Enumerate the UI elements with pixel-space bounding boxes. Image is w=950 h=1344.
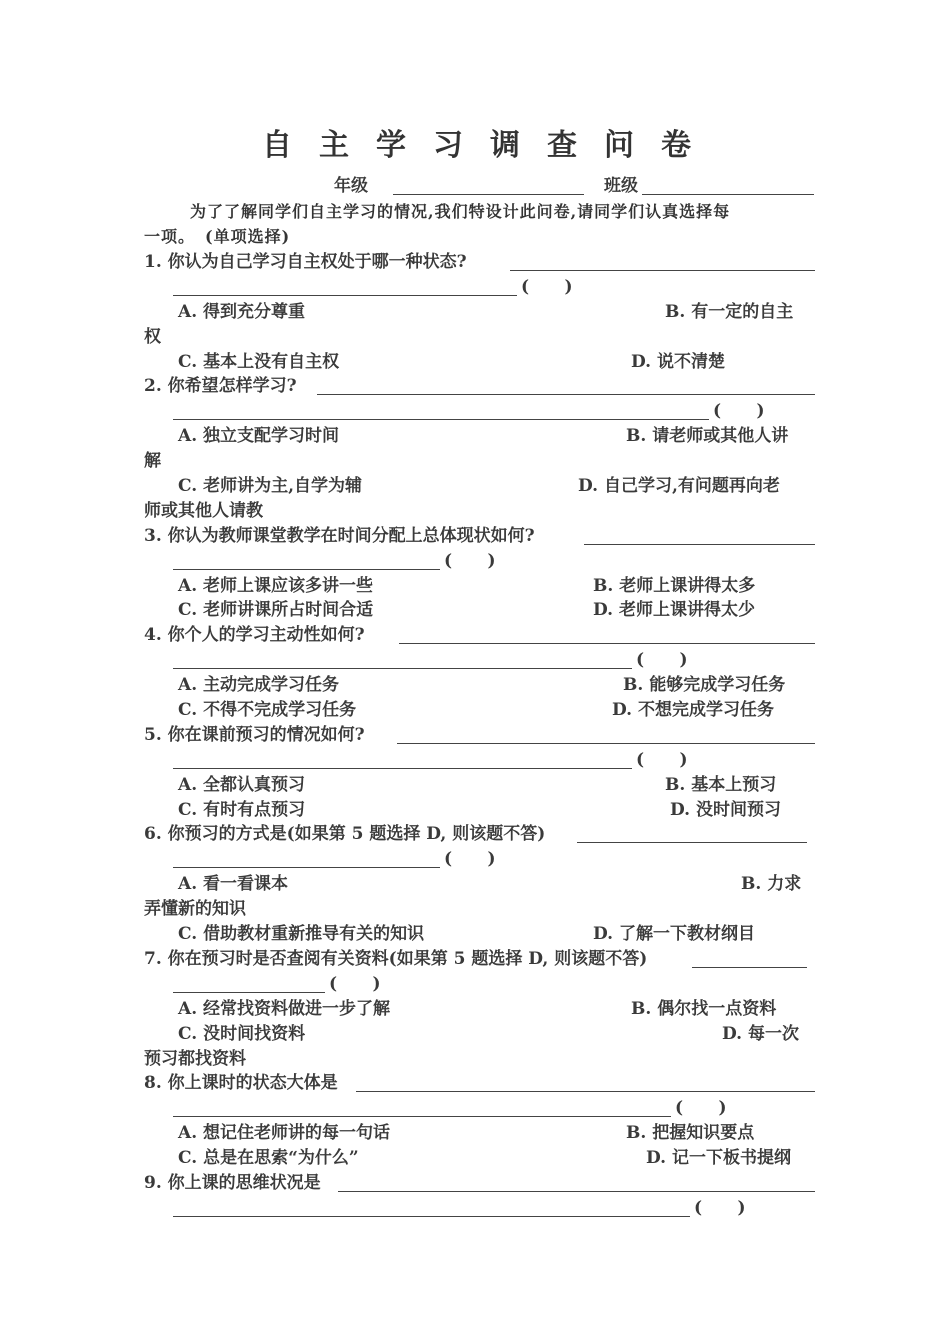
option-b[interactable]: B. 有一定的自主 [665, 302, 794, 322]
intro-text-cont: 一项。 [144, 227, 196, 246]
title-char: 习 [433, 128, 463, 163]
option-d[interactable]: D. 自己学习,有问题再向老 [578, 476, 780, 496]
title-char: 学 [376, 128, 406, 163]
answer-paren[interactable]: ( ) [636, 650, 688, 670]
option-d-cont: 师或其他人请教 [144, 501, 263, 521]
option-c[interactable]: C. 老师讲为主,自学为辅 [178, 476, 362, 496]
answer-line[interactable] [317, 394, 815, 395]
answer-line[interactable] [399, 643, 815, 644]
answer-line[interactable] [173, 992, 325, 993]
title-char: 主 [319, 128, 349, 163]
option-b[interactable]: B. 基本上预习 [665, 775, 777, 795]
option-a[interactable]: A. 得到充分尊重 [178, 302, 306, 322]
title-char: 自 [262, 128, 292, 163]
answer-paren[interactable]: ( ) [675, 1098, 727, 1118]
option-c[interactable]: C. 老师讲课所占时间合适 [178, 600, 374, 620]
question-5: 5. 你在课前预习的情况如何? [144, 725, 365, 745]
option-d[interactable]: D. 每一次 [722, 1024, 799, 1044]
answer-line[interactable] [173, 419, 709, 420]
option-a[interactable]: A. 主动完成学习任务 [178, 675, 340, 695]
intro-text: 为了了解同学们自主学习的情况,我们特设计此问卷,请同学们认真选择每 [190, 202, 731, 221]
option-a[interactable]: A. 想记住老师讲的每一句话 [178, 1123, 391, 1143]
question-3: 3. 你认为教师课堂教学在时间分配上总体现状如何? [144, 526, 535, 546]
answer-paren[interactable]: ( ) [521, 277, 573, 297]
question-9: 9. 你上课的思维状况是 [144, 1173, 321, 1193]
question-8: 8. 你上课时的状态大体是 [144, 1073, 338, 1093]
option-b[interactable]: B. 能够完成学习任务 [623, 675, 786, 695]
answer-line[interactable] [692, 967, 807, 968]
answer-paren[interactable]: ( ) [444, 849, 496, 869]
answer-line[interactable] [173, 668, 632, 669]
answer-line[interactable] [397, 743, 815, 744]
option-b[interactable]: B. 老师上课讲得太多 [593, 576, 756, 596]
title-char: 问 [604, 128, 634, 163]
answer-paren[interactable]: ( ) [329, 974, 381, 994]
answer-line[interactable] [173, 1216, 690, 1217]
grade-label: 年级 [334, 176, 368, 196]
option-a[interactable]: A. 经常找资料做进一步了解 [178, 999, 391, 1019]
option-d[interactable]: D. 老师上课讲得太少 [593, 600, 755, 620]
answer-line[interactable] [510, 270, 815, 271]
option-a[interactable]: A. 独立支配学习时间 [178, 426, 340, 446]
answer-line[interactable] [173, 295, 517, 296]
class-label: 班级 [604, 176, 638, 196]
answer-line[interactable] [173, 569, 440, 570]
answer-line[interactable] [173, 1116, 671, 1117]
option-a[interactable]: A. 看一看课本 [178, 874, 289, 894]
option-c[interactable]: C. 有时有点预习 [178, 800, 306, 820]
question-6: 6. 你预习的方式是(如果第 5 题选择 D, 则该题不答) [144, 824, 546, 844]
option-c[interactable]: C. 借助教材重新推导有关的知识 [178, 924, 425, 944]
answer-line[interactable] [584, 544, 815, 545]
question-7: 7. 你在预习时是否查阅有关资料(如果第 5 题选择 D, 则该题不答) [144, 949, 648, 969]
option-d-cont: 预习都找资料 [144, 1049, 246, 1069]
option-b-cont: 弄懂新的知识 [144, 899, 246, 919]
option-d[interactable]: D. 记一下板书提纲 [646, 1148, 791, 1168]
answer-paren[interactable]: ( ) [694, 1198, 746, 1218]
option-b-cont: 权 [144, 327, 161, 347]
option-c[interactable]: C. 不得不完成学习任务 [178, 700, 357, 720]
option-c[interactable]: C. 没时间找资料 [178, 1024, 306, 1044]
answer-paren[interactable]: ( ) [713, 401, 765, 421]
option-b[interactable]: B. 请老师或其他人讲 [626, 426, 789, 446]
answer-line[interactable] [173, 867, 440, 868]
title-char: 调 [490, 128, 520, 163]
answer-paren[interactable]: ( ) [636, 750, 688, 770]
option-d[interactable]: D. 了解一下教材纲目 [593, 924, 755, 944]
answer-paren[interactable]: ( ) [444, 551, 496, 571]
answer-line[interactable] [356, 1091, 815, 1092]
answer-line[interactable] [173, 768, 632, 769]
option-a[interactable]: A. 全都认真预习 [178, 775, 306, 795]
class-field[interactable] [642, 194, 814, 195]
answer-line[interactable] [338, 1191, 815, 1192]
question-2: 2. 你希望怎样学习? [144, 376, 297, 396]
option-b[interactable]: B. 把握知识要点 [626, 1123, 755, 1143]
option-a[interactable]: A. 老师上课应该多讲一些 [178, 576, 374, 596]
title-char: 查 [547, 128, 577, 163]
intro-tag: (单项选择) [205, 227, 291, 246]
grade-field[interactable] [393, 194, 584, 195]
option-b-cont: 解 [144, 451, 161, 471]
title-char: 卷 [661, 128, 691, 163]
option-b[interactable]: B. 偶尔找一点资料 [631, 999, 777, 1019]
question-4: 4. 你个人的学习主动性如何? [144, 625, 365, 645]
option-c[interactable]: C. 基本上没有自主权 [178, 352, 340, 372]
option-d[interactable]: D. 不想完成学习任务 [612, 700, 774, 720]
option-d[interactable]: D. 没时间预习 [670, 800, 781, 820]
option-b[interactable]: B. 力求 [741, 874, 802, 894]
option-c[interactable]: C. 总是在思索“为什么” [178, 1148, 359, 1168]
option-d[interactable]: D. 说不清楚 [631, 352, 725, 372]
answer-line[interactable] [577, 842, 807, 843]
question-1: 1. 你认为自己学习自主权处于哪一种状态? [144, 252, 467, 272]
